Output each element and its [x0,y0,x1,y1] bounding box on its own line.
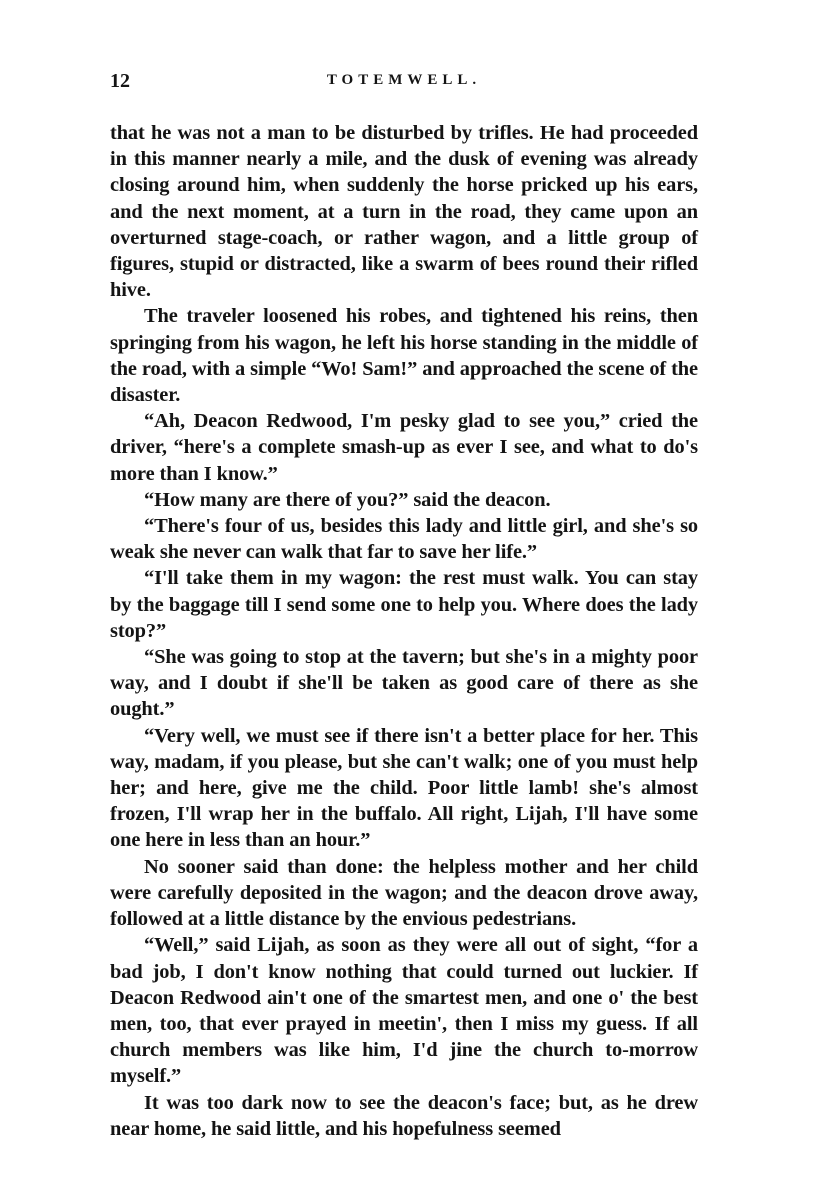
page-header [110,70,698,100]
paragraph: It was too dark now to see the deacon's face; but, as he drew near home, he said little, and his hopefulness seemed [110,1091,698,1140]
paragraph: The traveler loosened his robes, and tightened his reins, then springing from his wagon, he left his horse standing in the middle of the road, with a simple “Wo! Sam!” and approached the scene of the disaster. [110,305,698,407]
running-title: TOTEMWELL. [326,72,482,88]
paragraph: No sooner said than done: the helpless mother and her child were carefully deposited in the wagon; and the deacon drove away, followed at a little distance by the envious pedestrians. [110,855,698,931]
paragraph: “There's four of us, besides this lady and little girl, and she's so weak she never can walk that far to save her life.” [110,515,698,564]
paragraph: “I'll take them in my wagon: the rest must walk. You can stay by the baggage till I send some one to help you. Where does the lady stop?” [110,567,698,642]
body-text [110,120,698,1142]
page-number: 12 [110,70,130,92]
paragraph: “Well,” said Lijah, as soon as they were all out of sight, “for a bad job, I don't know nothing that could turned out luckier. If Deacon Redwood ain't one of the smartest men, and one o' the best men, too, that ever prayed in meetin', then I miss my guess. If all church members was like him, I'd jine the church to-morrow myself.” [110,934,698,1088]
paragraph: “How many are there of you?” said the deacon. [144,488,551,511]
paragraph: “Ah, Deacon Redwood, I'm pesky glad to see you,” cried the driver, “here's a complete smash-up as ever I see, and what to do's more than I know.” [110,410,698,485]
paragraph: that he was not a man to be disturbed by trifles. He had proceeded in this manner nearly a mile, and the dusk of evening was already closing around him, when suddenly the horse pricked up his ears, and the next moment, at a turn in the road, they came upon an overturned stage-coach, or rather wagon, and a little group of figures, stupid or distracted, like a swarm of bees round their rifled hive. [110,122,698,302]
paragraph: “She was going to stop at the tavern; but she's in a mighty poor way, and I doubt if she'll be taken as good care of there as she ought.” [110,646,698,721]
paragraph: “Very well, we must see if there isn't a better place for her. This way, madam, if you please, but she can't walk; one of you must help her; and here, give me the child. Poor little lamb! she's almost frozen, I'll wrap her in the buffalo. All right, Lijah, I'll have some one here in less than an hour.” [110,724,698,852]
